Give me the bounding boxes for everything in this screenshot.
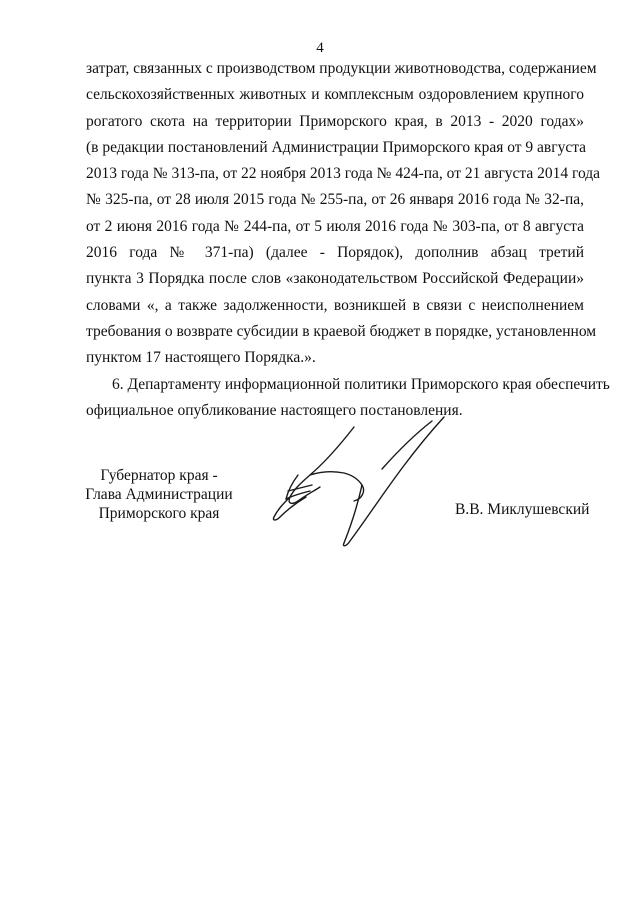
page-number: 4	[316, 40, 324, 56]
body-line: словами «, а также задолженности, возникшей в связи с неисполнением	[86, 296, 584, 314]
body-line: рогатого скота на территории Приморского края, в 2013 - 2020 годах»	[86, 112, 584, 130]
body-line: 2016 года № 371-па) (далее - Порядок), дополнив абзац третий	[86, 244, 584, 262]
body-line: (в редакции постановлений Администрации Приморского края от 9 августа	[86, 138, 587, 156]
body-line: № 325-па, от 28 июля 2015 года № 255-па, от 26 января 2016 года № 32-па,	[86, 191, 584, 209]
body-line: требования о возврате субсидии в краевой бюджет в порядке, установленном	[86, 322, 597, 340]
body-line: пункта 3 Порядка после слов «законодательством Российской Федерации»	[86, 270, 584, 288]
signatory-title-line: Глава Администрации	[85, 486, 233, 503]
body-line: 6. Департаменту информационной политики Приморского края обеспечить	[112, 375, 610, 393]
signatory-name: В.В. Миклушевский	[455, 501, 590, 518]
body-line: официальное опубликование настоящего постановления.	[86, 401, 463, 419]
signatory-title-line: Губернатор края -	[100, 467, 218, 484]
body-line: затрат, связанных с производством продукции животноводства, содержанием	[86, 60, 597, 77]
body-line: от 2 июня 2016 года № 244-па, от 5 июля 2016 года № 303-па, от 8 августа	[86, 217, 584, 235]
signatory-title	[84, 466, 234, 523]
handwritten-signature	[262, 405, 452, 555]
body-line: пунктом 17 настоящего Порядка.».	[86, 349, 316, 367]
body-line: 2013 года № 313-па, от 22 ноября 2013 года № 424-па, от 21 августа 2014 года	[86, 165, 601, 183]
body-line: сельскохозяйственных животных и комплексным оздоровлением крупного	[86, 86, 584, 104]
signatory-title-line: Приморского края	[98, 505, 220, 522]
